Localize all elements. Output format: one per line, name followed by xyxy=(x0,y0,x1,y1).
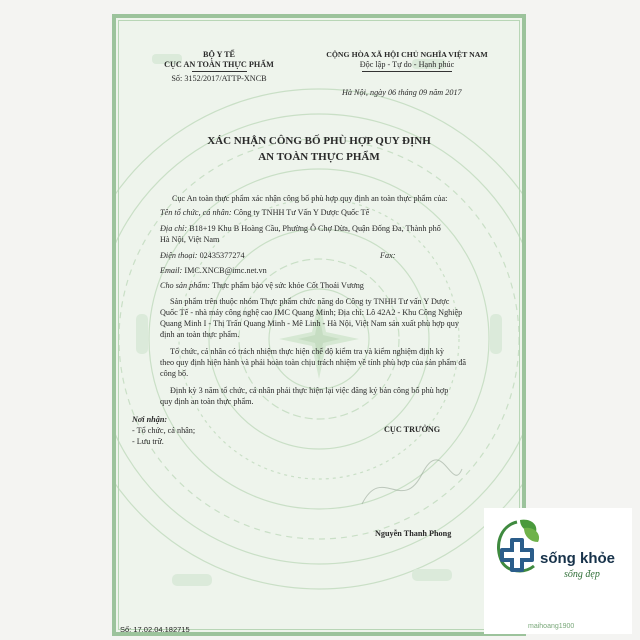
paragraph3-line-1: Định kỳ 3 năm tổ chức, cá nhân phải thực hiện lại việc đăng ký bản công bố phù hợp xyxy=(170,386,449,395)
leaf-cross-icon xyxy=(490,516,544,576)
address-value-line-1: B18+19 Khu B Hoàng Cầu, Phường Ô Chợ Dừa, Quận Đống Đa, Thành phố xyxy=(189,224,441,233)
republic-name: CỘNG HÒA XÃ HỘI CHỦ NGHĨA VIỆT NAM xyxy=(326,50,488,59)
address-value-line-2: Hà Nội, Việt Nam xyxy=(160,235,220,244)
brand-slogan: sống đẹp xyxy=(564,569,600,580)
certificate-serial: Số: 17.02.04.182715 xyxy=(120,625,190,634)
issue-date: Hà Nội, ngày 06 tháng 09 năm 2017 xyxy=(342,88,462,97)
email-value: IMC.XNCB@imc.net.vn xyxy=(184,266,267,275)
org-label: Tên tổ chức, cá nhân: xyxy=(160,208,232,217)
agency-underline xyxy=(192,71,247,72)
signer-name: Nguyễn Thanh Phong xyxy=(375,529,452,538)
certificate-content xyxy=(112,14,526,636)
recipient-item-2: - Lưu trữ. xyxy=(132,437,164,446)
recipients-heading: Nơi nhận: xyxy=(132,415,168,424)
phone-label: Điện thoại: xyxy=(160,251,198,260)
phone-value: 02435377274 xyxy=(199,251,245,260)
signer-title: CỤC TRƯỞNG xyxy=(384,425,441,434)
intro-text: Cục An toàn thực phẩm xác nhận công bố phù hợp quy định an toàn thực phẩm của: xyxy=(172,194,448,203)
motto-underline xyxy=(362,71,452,72)
agency-name: CỤC AN TOÀN THỰC PHẨM xyxy=(164,60,274,69)
email-label: Email: xyxy=(160,266,183,275)
paragraph2-line-3: công bố. xyxy=(160,369,189,378)
certificate-sheet xyxy=(112,14,526,636)
title-line-2: AN TOÀN THỰC PHẨM xyxy=(258,151,380,163)
brand-name: sống khỏe xyxy=(540,550,616,567)
brand-handle: maihoang1900 xyxy=(528,623,575,630)
paragraph2-line-2: theo quy định hiện hành và phải hoàn toàn chịu trách nhiệm về tính phù hợp của sản phẩm đã xyxy=(160,358,467,367)
title-line-1: XÁC NHẬN CÔNG BỐ PHÙ HỢP QUY ĐỊNH xyxy=(207,135,431,147)
product-label: Cho sản phẩm: xyxy=(160,281,211,290)
paragraph1-line-3: Quang Minh I - Thị Trấn Quang Minh - Mê Linh - Hà Nội, Việt Nam sản xuất phù hợp quy xyxy=(160,319,459,328)
fax-label: Fax: xyxy=(380,251,396,260)
paragraph2-line-1: Tổ chức, cá nhân có trách nhiệm thực hiện chế độ kiểm tra và kiểm nghiệm định kỳ xyxy=(170,347,444,356)
org-value: Công ty TNHH Tư Vấn Y Dược Quốc Tế xyxy=(233,208,370,217)
paragraph1-line-2: Quốc Tế - nhà máy công nghệ cao IMC Quang Minh; Địa chỉ: Lô 42A2 - Khu Công Nghiệp xyxy=(160,308,463,317)
paragraph3-line-2: quy định an toàn thực phẩm. xyxy=(160,397,254,406)
ministry-name: BỘ Y TẾ xyxy=(202,50,235,59)
product-field xyxy=(160,281,364,292)
paragraph1-line-4: định an toàn thực phẩm. xyxy=(160,330,240,339)
watermark-logo xyxy=(484,508,632,634)
phone-field xyxy=(160,251,245,262)
address-field xyxy=(160,224,441,235)
paragraph1-line-1: Sản phẩm trên thuộc nhóm Thực phẩm chức năng do Công ty TNHH Tư vấn Y Dược xyxy=(170,297,450,306)
national-motto: Độc lập - Tự do - Hạnh phúc xyxy=(359,60,455,69)
signature-mark xyxy=(352,444,472,524)
address-label: Địa chỉ: xyxy=(160,224,188,233)
product-value: Thực phẩm bảo vệ sức khỏe Cốt Thoái Vương xyxy=(211,281,364,290)
document-number: Số: 3152/2017/ATTP-XNCB xyxy=(171,74,267,83)
email-field xyxy=(160,266,267,277)
recipient-item-1: - Tổ chức, cá nhân; xyxy=(132,426,196,435)
org-field xyxy=(160,208,369,219)
